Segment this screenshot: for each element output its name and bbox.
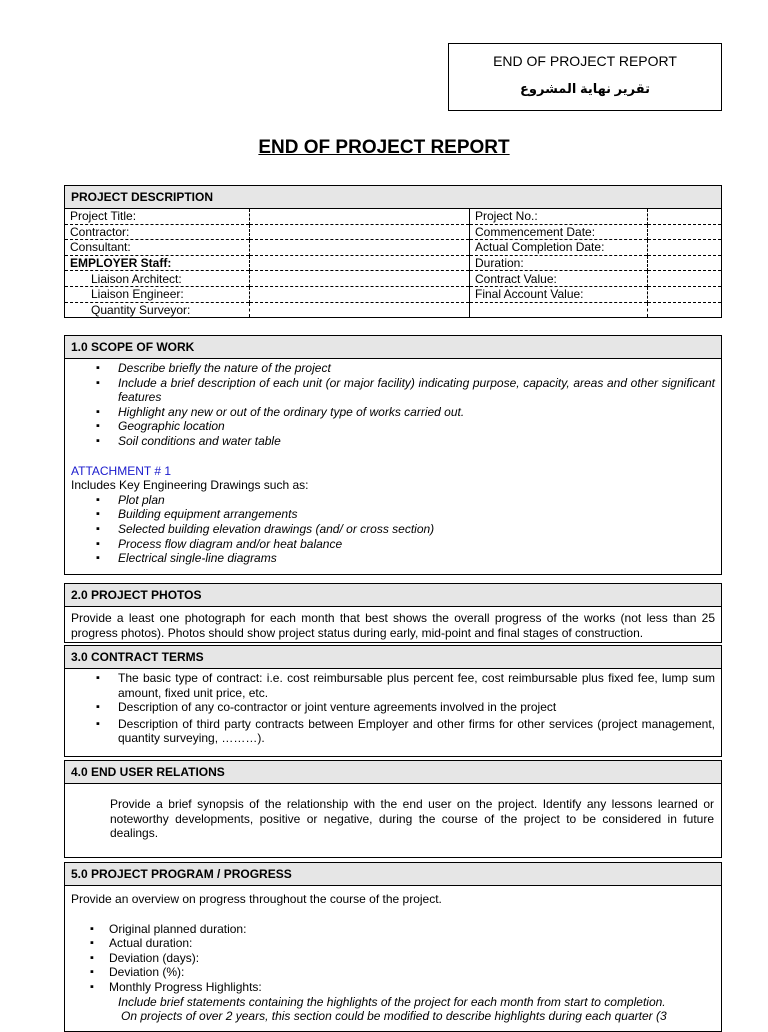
field-value[interactable] [250,255,470,271]
field-value[interactable] [648,255,722,271]
table-row [65,286,721,302]
scope-bullet-list [71,361,715,449]
field-value[interactable] [648,240,722,256]
field-label: Liaison Architect: [65,271,250,287]
list-item: ▪ Deviation (days): [71,951,715,966]
end-user-relations-section [64,760,722,858]
list-item: ▪ Description of third party contracts between Employer and other firms for other services (project management, quantity surveying, ………). [71,717,715,746]
header-title-arabic: تقرير نهاية المشروع [520,81,650,96]
table-row [65,302,721,317]
scope-of-work-section [64,335,722,575]
project-photos-section [64,583,722,643]
drawings-list [71,493,715,566]
project-description-heading: PROJECT DESCRIPTION [65,186,721,209]
end-user-relations-text: Provide a brief synopsis of the relationship with the end user on the project. Identify any lessons learned or noteworthy developments, positive or negative, during the course of the project to be considered in future dealings. [110,797,714,841]
table-row [65,209,721,224]
list-item: ▪ Describe briefly the nature of the project [71,361,715,376]
list-item: ▪ Actual duration: [71,936,715,951]
field-label: Consultant: [65,240,250,256]
list-item: ▪ Electrical single-line diagrams [71,551,715,566]
field-label: Liaison Engineer: [65,286,250,302]
field-value[interactable] [648,271,722,287]
header-title-english: END OF PROJECT REPORT [493,53,677,69]
scope-of-work-heading: 1.0 SCOPE OF WORK [65,336,721,359]
attachment-label: ATTACHMENT # 1 [71,463,172,478]
field-label: Commencement Date: [470,224,648,240]
list-item: ▪ Original planned duration: [71,922,715,937]
list-item: ▪ Deviation (%): [71,965,715,980]
table-row [65,224,721,240]
field-value[interactable] [250,271,470,287]
field-label [470,302,648,317]
field-value[interactable] [250,240,470,256]
field-label: Contract Value: [470,271,648,287]
list-item: ▪ Selected building elevation drawings (and/ or cross section) [71,522,715,537]
list-item: ▪ Building equipment arrangements [71,507,715,522]
table-row [65,255,721,271]
field-label: Project No.: [470,209,648,224]
field-label: EMPLOYER Staff: [65,255,250,271]
field-value[interactable] [250,224,470,240]
list-item: ▪ Include a brief description of each unit (or major facility) indicating purpose, capacity, areas and other significant features [71,376,715,405]
end-user-relations-heading: 4.0 END USER RELATIONS [65,761,721,784]
list-item: ▪ Process flow diagram and/or heat balance [71,537,715,552]
program-bullet-list [71,922,715,995]
list-item: ▪ Geographic location [71,419,715,434]
list-item: ▪ Description of any co-contractor or joint venture agreements involved in the project [71,700,715,715]
scope-of-work-body [65,359,721,574]
project-program-body [65,886,721,1026]
field-label: Contractor: [65,224,250,240]
project-program-intro: Provide an overview on progress throughout the course of the project. [71,892,442,906]
field-label: Actual Completion Date: [470,240,648,256]
field-label: Duration: [470,255,648,271]
contract-terms-section [64,645,722,757]
header-title-box [448,43,722,111]
field-value[interactable] [648,286,722,302]
field-value[interactable] [648,224,722,240]
field-label: Final Account Value: [470,286,648,302]
list-item: ▪ Highlight any new or out of the ordinary type of works carried out. [71,405,715,420]
page-title: END OF PROJECT REPORT [258,137,510,158]
project-program-section [64,862,722,1032]
field-value [648,302,722,317]
field-value[interactable] [250,209,470,224]
project-program-heading: 5.0 PROJECT PROGRAM / PROGRESS [65,863,721,886]
field-value[interactable] [250,286,470,302]
highlight-note: On projects of over 2 years, this section could be modified to describe highlights during each quarter (3 [121,1009,667,1024]
list-item: ▪ Soil conditions and water table [71,434,715,449]
project-description-section [64,185,722,318]
field-label: Project Title: [65,209,250,224]
field-value[interactable] [250,302,470,317]
field-label: Quantity Surveyor: [65,302,250,317]
project-photos-heading: 2.0 PROJECT PHOTOS [65,584,721,607]
list-item: ▪ Monthly Progress Highlights: [71,980,715,995]
project-description-table [65,209,721,317]
project-photos-text: Provide a least one photograph for each month that best shows the overall progress of the works (not less than 25 progress photos). Photos should show project status during early, mid-point and final stages of construction. [71,611,715,640]
contract-terms-heading: 3.0 CONTRACT TERMS [65,646,721,669]
highlight-note: Include brief statements containing the highlights of the project for each month from start to completion. [118,994,666,1009]
contract-terms-body [65,669,721,756]
table-row [65,271,721,287]
list-item: ▪ The basic type of contract: i.e. cost reimbursable plus percent fee, cost reimbursable plus fixed fee, lump sum amount, fixed unit price, etc. [71,671,715,700]
table-row [65,240,721,256]
contract-terms-list [71,671,715,746]
field-value[interactable] [648,209,722,224]
list-item: ▪ Plot plan [71,493,715,508]
attachment-intro: Includes Key Engineering Drawings such as: [71,478,309,493]
